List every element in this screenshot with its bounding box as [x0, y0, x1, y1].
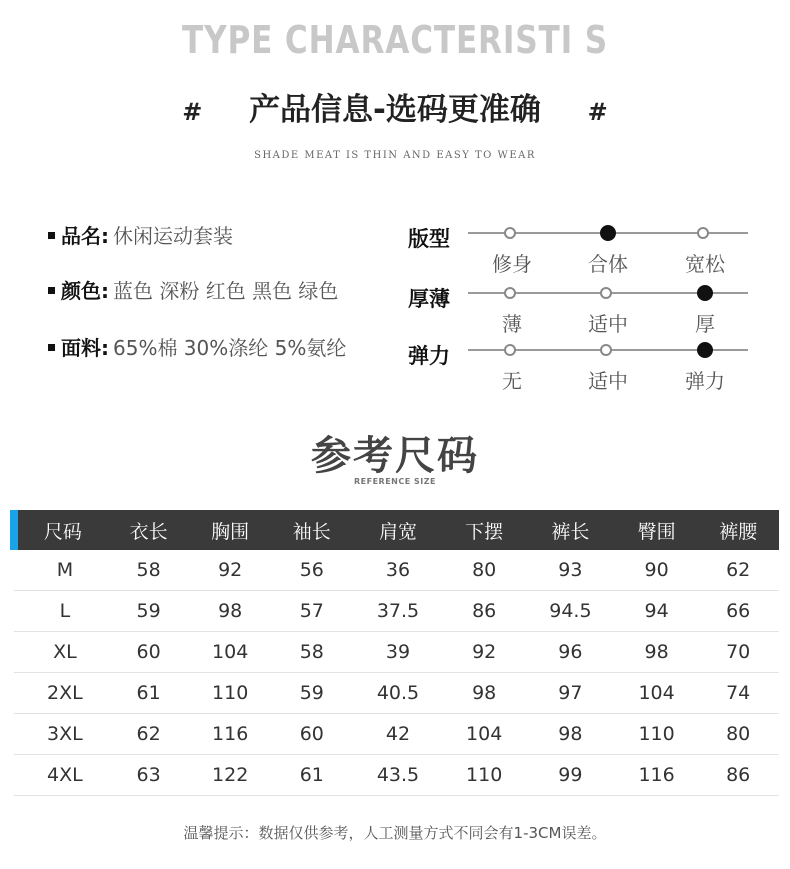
scale-option-label: 合体: [588, 252, 628, 276]
scale-dot-selected: [697, 342, 713, 358]
bullet-icon: [48, 232, 55, 239]
header-hip: 臀围: [616, 510, 698, 550]
heading-subtitle: SHADE MEAT IS THIN AND EASY TO WEAR: [254, 150, 536, 161]
header-shoulder: 肩宽: [353, 510, 444, 550]
measurement-cell: 80: [443, 550, 525, 591]
measurement-cell: 60: [271, 714, 353, 755]
header-pants-length: 裤长: [525, 510, 616, 550]
measurement-cell: 37.5: [353, 591, 444, 632]
header-waist: 裤腰: [697, 510, 779, 550]
scale-option-label: 厚: [695, 312, 715, 336]
table-row: [14, 673, 779, 714]
bullet-icon: [48, 344, 55, 351]
scale-dot: [697, 227, 709, 239]
scale-dot: [600, 344, 612, 356]
measurement-cell: 110: [616, 714, 698, 755]
measurement-cell: 110: [189, 673, 271, 714]
measurement-cell: 98: [616, 632, 698, 673]
measurement-cell: 104: [616, 673, 698, 714]
info-row-fabric: [48, 334, 346, 362]
measurement-cell: 92: [443, 632, 525, 673]
measurement-cell: 98: [525, 714, 616, 755]
table-row: [14, 591, 779, 632]
header-chest: 胸围: [189, 510, 271, 550]
size-cell: XL: [14, 632, 108, 673]
measurement-cell: 104: [189, 632, 271, 673]
scale-dot: [504, 287, 516, 299]
measurement-cell: 62: [697, 550, 779, 591]
measurement-cell: 58: [271, 632, 353, 673]
measurement-cell: 70: [697, 632, 779, 673]
measurement-cell: 58: [108, 550, 190, 591]
scale-name: 弹力: [408, 344, 450, 368]
hash-right: #: [587, 98, 608, 126]
measurement-cell: 86: [697, 755, 779, 796]
table-row: [14, 714, 779, 755]
table-row: [14, 550, 779, 591]
scale-option-label: 无: [502, 369, 522, 393]
measurement-cell: 66: [697, 591, 779, 632]
scale-option-label: 薄: [502, 312, 522, 336]
size-section-title: 参考尺码: [311, 433, 479, 479]
scale-dot: [504, 344, 516, 356]
measurement-cell: 42: [353, 714, 444, 755]
scale-dot-selected: [600, 225, 616, 241]
measurement-cell: 116: [189, 714, 271, 755]
measurement-cell: 96: [525, 632, 616, 673]
info-label: 面料:: [61, 336, 109, 360]
measurement-cell: 61: [271, 755, 353, 796]
header-size: 尺码: [14, 510, 108, 550]
measurement-cell: 59: [108, 591, 190, 632]
product-info-heading: [0, 84, 790, 128]
measurement-cell: 90: [616, 550, 698, 591]
info-row-color: [48, 277, 338, 305]
measurement-cell: 92: [189, 550, 271, 591]
measurement-cell: 93: [525, 550, 616, 591]
measurement-cell: 43.5: [353, 755, 444, 796]
size-cell: 2XL: [14, 673, 108, 714]
table-row: [14, 632, 779, 673]
bullet-icon: [48, 287, 55, 294]
size-cell: M: [14, 550, 108, 591]
measurement-cell: 60: [108, 632, 190, 673]
scale-option-label: 修身: [492, 252, 532, 276]
measurement-cell: 122: [189, 755, 271, 796]
measurement-cell: 74: [697, 673, 779, 714]
measurement-cell: 104: [443, 714, 525, 755]
measurement-cell: 63: [108, 755, 190, 796]
info-value: 65%棉 30%涤纶 5%氨纶: [113, 336, 347, 360]
info-row-name: [48, 222, 233, 250]
info-label: 品名:: [61, 224, 109, 248]
measurement-cell: 97: [525, 673, 616, 714]
info-label: 颜色:: [61, 279, 109, 303]
measurement-cell: 62: [108, 714, 190, 755]
footer-tip: 温馨提示：数据仅供参考，人工测量方式不同会有1-3CM误差。: [183, 824, 607, 842]
size-cell: L: [14, 591, 108, 632]
measurement-cell: 39: [353, 632, 444, 673]
measurement-cell: 86: [443, 591, 525, 632]
measurement-cell: 116: [616, 755, 698, 796]
scale-dot-selected: [697, 285, 713, 301]
measurement-cell: 36: [353, 550, 444, 591]
measurement-cell: 59: [271, 673, 353, 714]
measurement-cell: 57: [271, 591, 353, 632]
scale-option-label: 宽松: [685, 252, 725, 276]
header-sleeve: 袖长: [271, 510, 353, 550]
measurement-cell: 110: [443, 755, 525, 796]
measurement-cell: 56: [271, 550, 353, 591]
measurement-cell: 61: [108, 673, 190, 714]
size-cell: 4XL: [14, 755, 108, 796]
measurement-cell: 94.5: [525, 591, 616, 632]
measurement-cell: 94: [616, 591, 698, 632]
scale-dot: [600, 287, 612, 299]
info-value: 蓝色 深粉 红色 黑色 绿色: [113, 279, 339, 303]
table-row: [14, 755, 779, 796]
scale-option-label: 适中: [588, 369, 628, 393]
info-value: 休闲运动套装: [113, 224, 233, 248]
size-cell: 3XL: [14, 714, 108, 755]
size-table: [10, 510, 779, 796]
measurement-cell: 80: [697, 714, 779, 755]
scale-option-label: 适中: [588, 312, 628, 336]
measurement-cell: 40.5: [353, 673, 444, 714]
size-section-subtitle: REFERENCE SIZE: [354, 477, 436, 486]
measurement-cell: 98: [443, 673, 525, 714]
product-info-title: 产品信息-选码更准确: [249, 92, 541, 128]
hash-left: #: [182, 98, 203, 126]
header-hem: 下摆: [443, 510, 525, 550]
header-length: 衣长: [108, 510, 190, 550]
scale-name: 版型: [408, 227, 450, 251]
measurement-cell: 99: [525, 755, 616, 796]
scale-option-label: 弹力: [685, 369, 725, 393]
scale-dot: [504, 227, 516, 239]
type-characteristics-title: TYPE CHARACTERISTI S: [182, 18, 608, 62]
table-header-row: [14, 510, 779, 550]
scale-name: 厚薄: [408, 287, 450, 311]
measurement-cell: 98: [189, 591, 271, 632]
